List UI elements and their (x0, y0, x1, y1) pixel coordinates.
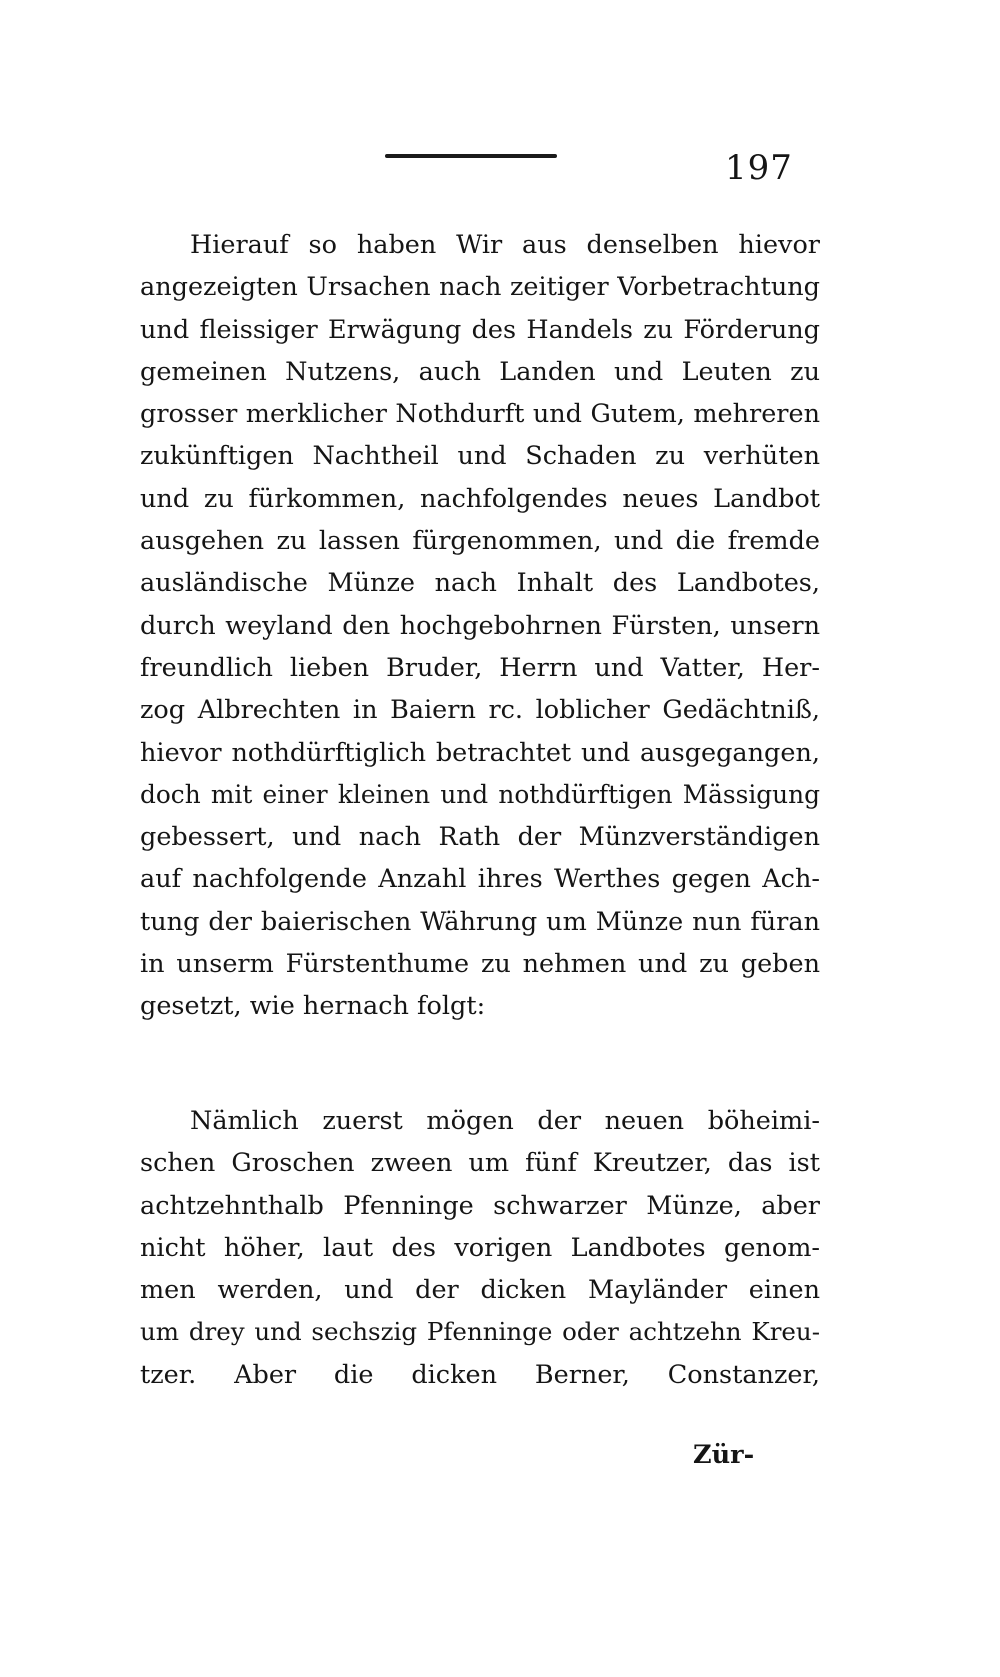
text-line: ausländische Münze nach Inhalt des Landbotes, (140, 568, 820, 599)
text-line: Nämlich zuerst mögen der neuen böheimi- (190, 1106, 820, 1136)
text-line: auf nachfolgende Anzahl ihres Werthes gegen Ach- (140, 864, 820, 895)
header-rule (385, 154, 557, 158)
text-line: tzer. Aber die dicken Berner, Constanzer, (140, 1359, 820, 1390)
text-line: und fleissiger Erwägung des Handels zu Förderung (140, 314, 820, 345)
text-line: durch weyland den hochgebohrnen Fürsten, unsern (140, 610, 820, 641)
text-line: und zu fürkommen, nachfolgendes neues Landbot (140, 483, 820, 514)
catchword: Zür- (693, 1440, 755, 1470)
text-line: angezeigten Ursachen nach zeitiger Vorbetrachtung (140, 272, 820, 303)
text-line: tung der baierischen Währung um Münze nun füran (140, 906, 820, 937)
text-line: gesetzt, wie hernach folgt: (140, 991, 486, 1022)
paragraph-1 (140, 224, 820, 1028)
text-line: achtzehnthalb Pfenninge schwarzer Münze, aber (140, 1190, 820, 1221)
text-line: schen Groschen zween um fünf Kreutzer, das ist (140, 1148, 820, 1179)
text-line: doch mit einer kleinen und nothdürftigen Mässigung (140, 779, 820, 809)
text-line: men werden, und der dicken Mayländer einen (140, 1275, 820, 1306)
text-line: freundlich lieben Bruder, Herrn und Vatter, Her- (140, 652, 820, 683)
text-line: zukünftigen Nachtheil und Schaden zu verhüten (140, 441, 820, 472)
text-line: hievor nothdürftiglich betrachtet und ausgegangen, (140, 737, 820, 768)
text-line: gebessert, und nach Rath der Münzverständigen (140, 822, 820, 853)
text-line: ausgehen zu lassen fürgenommen, und die fremde (140, 526, 820, 557)
paragraph-2 (140, 1100, 820, 1396)
text-line: in unserm Fürstenthume zu nehmen und zu geben (140, 949, 820, 980)
text-line: nicht höher, laut des vorigen Landbotes genom- (140, 1232, 820, 1263)
text-line: gemeinen Nutzens, auch Landen und Leuten zu (140, 356, 820, 387)
text-line: Hierauf so haben Wir aus denselben hievor (190, 230, 820, 260)
page-number: 197 (725, 148, 793, 188)
text-line: zog Albrechten in Baiern rc. loblicher Gedächtniß, (140, 695, 820, 726)
text-line: grosser merklicher Nothdurft und Gutem, mehreren (140, 399, 820, 430)
text-line: um drey und sechszig Pfenninge oder achtzehn Kreu- (140, 1317, 820, 1347)
